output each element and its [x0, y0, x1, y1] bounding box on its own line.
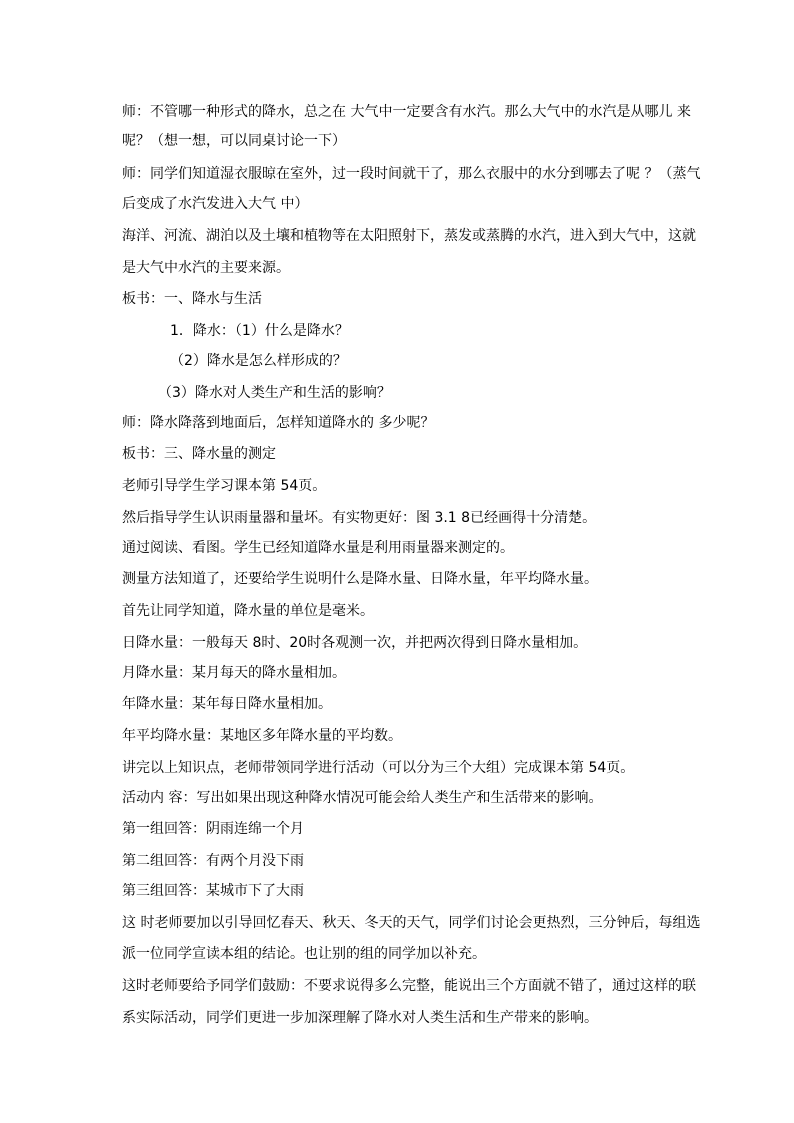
paragraph-line: 后变成了水汽发进入大气 中） [122, 196, 309, 212]
blackboard-heading: 板书：三、降水量的测定 [122, 446, 276, 462]
paragraph-line: 讲完以上知识点，老师带领同学进行活动（可以分为三个大组）完成课本第 54页。 [122, 760, 635, 776]
paragraph-line: 通过阅读、看图。学生已经知道降水量是利用雨量器来测定的。 [122, 540, 514, 556]
paragraph-line: 师：不管哪一种形式的降水，总之在 大气中一定要含有水汽。那么大气中的水汽是从哪儿 来 [122, 104, 691, 120]
paragraph-line: 活动内 容：写出如果出现这种降水情况可能会给人类生产和生活带来的影响。 [122, 790, 603, 806]
paragraph-line: 呢？（想一想，可以同桌讨论一下） [122, 133, 346, 149]
paragraph-line: 这时老师要给予同学们鼓励：不要求说得多么完整，能说出三个方面就不错了，通过这样的联 [122, 978, 696, 994]
outline-item-1: 1．降水：（1）什么是降水？ [170, 323, 349, 339]
paragraph-line: 这 时老师要加以引导回忆春天、秋天、冬天的天气，同学们讨论会更热烈，三分钟后，每组选 [122, 915, 701, 931]
paragraph-line: 是大气中水汽的主要来源。 [122, 260, 290, 276]
paragraph-line: 年平均降水量：某地区多年降水量的平均数。 [122, 728, 402, 744]
paragraph-line: 系实际活动，同学们更进一步加深理解了降水对人类生活和生产带来的影响。 [122, 1010, 598, 1026]
blackboard-heading: 板书：一、降水与生活 [122, 291, 262, 307]
paragraph-line: 年降水量：某年每日降水量相加。 [122, 696, 332, 712]
outline-item-3: （3）降水对人类生产和生活的影响？ [158, 385, 391, 401]
paragraph-line: 老师引导学生学习课本第 54页。 [122, 478, 327, 494]
paragraph-line: 师：同学们知道湿衣服晾在室外，过一段时间就干了，那么衣服中的水分到哪去了呢 ？（蒸气 [122, 166, 701, 182]
outline-item-2: （2）降水是怎么样形成的？ [170, 353, 347, 369]
paragraph-line: 测量方法知道了，还要给学生说明什么是降水量、日降水量，年平均降水量。 [122, 571, 598, 587]
paragraph-line: 然后指导学生认识雨量器和量坏。有实物更好：图 3.1 8已经画得十分清楚。 [122, 510, 597, 526]
paragraph-line: 日降水量：一般每天 8时、20时各观测一次，并把两次得到日降水量相加。 [122, 635, 588, 651]
paragraph-line: 派一位同学宣读本组的结论。也让别的组的同学加以补充。 [122, 946, 486, 962]
paragraph-line: 师：降水降落到地面后，怎样知道降水的 多少呢？ [122, 415, 435, 431]
paragraph-line: 海洋、河流、湖泊以及土壤和植物等在太阳照射下，蒸发或蒸腾的水汽，进入到大气中，这就 [122, 228, 696, 244]
paragraph-line: 首先让同学知道，降水量的单位是毫米。 [122, 603, 374, 619]
group-answer-3: 第三组回答：某城市下了大雨 [122, 883, 304, 899]
group-answer-2: 第二组回答：有两个月没下雨 [122, 853, 304, 869]
group-answer-1: 第一组回答：阴雨连绵一个月 [122, 821, 304, 837]
paragraph-line: 月降水量：某月每天的降水量相加。 [122, 665, 346, 681]
